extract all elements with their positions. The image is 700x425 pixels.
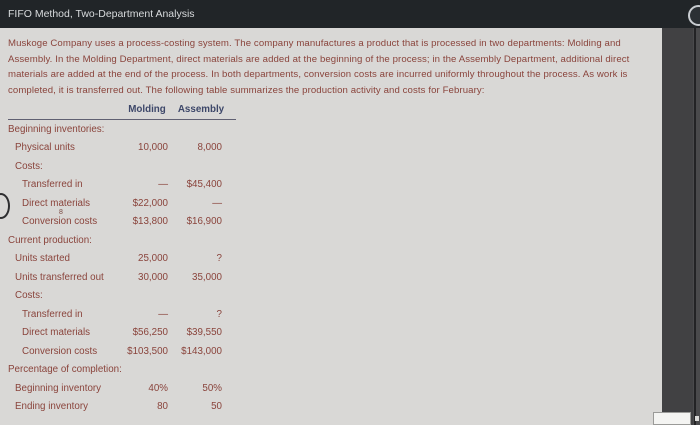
table-row	[8, 268, 236, 287]
table-row	[8, 120, 236, 139]
molding-value: $56,250	[132, 327, 168, 339]
table-row	[8, 213, 236, 232]
table-row	[8, 194, 236, 213]
molding-value: —	[158, 308, 168, 320]
table-row	[8, 231, 236, 250]
table-header-row	[8, 102, 236, 120]
scrollbar-line	[694, 28, 696, 425]
assembly-value: 8,000	[197, 142, 222, 154]
molding-value: $103,500	[127, 345, 168, 357]
row-label: Transferred in	[22, 308, 83, 320]
stray-footnote-mark: 8	[59, 209, 63, 216]
table-row	[8, 379, 236, 398]
row-label: Costs:	[15, 160, 43, 172]
assembly-value: $16,900	[186, 216, 222, 228]
row-label: Units started	[15, 253, 70, 265]
molding-value: $22,000	[132, 197, 168, 209]
row-label: Transferred in	[22, 179, 83, 191]
row-label: Direct materials	[22, 327, 91, 339]
assembly-value: $143,000	[181, 345, 222, 357]
table-row	[8, 361, 236, 380]
table-row	[8, 342, 236, 361]
molding-value: 80	[157, 401, 168, 413]
molding-value: —	[158, 179, 168, 191]
row-label: Conversion costs	[22, 345, 98, 357]
row-label: Direct materials	[22, 197, 91, 209]
problem-statement: Muskoge Company uses a process-costing system. The company manufactures a product that is processed in two departments: Molding and Assembly. In the Molding Department, direct materials are added at the beginning of the process; in the Assembly Department, additional direct materials are added at the end of the process. In both departments, conversion costs are incurred uniformly throughout the process. As work is completed, it is transferred out. The following table summarizes the production activity and costs for February:	[8, 38, 630, 96]
assembly-value: ?	[216, 308, 222, 320]
page-title: FIFO Method, Two-Department Analysis	[8, 8, 195, 20]
table-row	[8, 176, 236, 195]
scrollbar-corner	[695, 416, 699, 421]
table-row	[8, 398, 236, 417]
table-header-spacer	[8, 104, 120, 115]
row-label: Physical units	[15, 142, 75, 154]
table-row	[8, 157, 236, 176]
row-label: Beginning inventory	[15, 382, 102, 394]
row-label: Percentage of completion:	[8, 364, 122, 376]
table-row	[8, 287, 236, 306]
assembly-value: 35,000	[192, 271, 222, 283]
row-label: Beginning inventories:	[8, 123, 105, 135]
table-row	[8, 324, 236, 343]
molding-value: 40%	[148, 382, 168, 394]
assembly-value: 50%	[202, 382, 222, 394]
row-label: Costs:	[15, 290, 43, 302]
molding-value: 30,000	[138, 271, 168, 283]
assembly-value: $39,550	[186, 327, 222, 339]
molding-value: 25,000	[138, 253, 168, 265]
table-body	[8, 120, 236, 416]
assembly-value: —	[212, 197, 222, 209]
circle-logo-icon[interactable]	[688, 5, 700, 26]
row-label: Current production:	[8, 234, 92, 246]
assembly-value: ?	[216, 253, 222, 265]
content-area	[0, 28, 662, 425]
production-table	[8, 102, 236, 416]
column-header-assembly: Assembly	[177, 104, 225, 115]
molding-value: 10,000	[138, 142, 168, 154]
right-dark-panel	[662, 28, 700, 425]
assembly-value: 50	[211, 401, 222, 413]
row-label: Conversion costs	[22, 216, 98, 228]
column-header-molding: Molding	[128, 104, 166, 115]
assembly-value: $45,400	[186, 179, 222, 191]
row-label: Units transferred out	[15, 271, 104, 283]
title-bar	[0, 0, 700, 28]
molding-value: $13,800	[132, 216, 168, 228]
table-row	[8, 305, 236, 324]
table-row	[8, 250, 236, 269]
row-label: Ending inventory	[15, 401, 88, 413]
table-row	[8, 139, 236, 158]
bottom-right-panel	[653, 412, 691, 425]
scrollbar[interactable]	[693, 28, 700, 425]
